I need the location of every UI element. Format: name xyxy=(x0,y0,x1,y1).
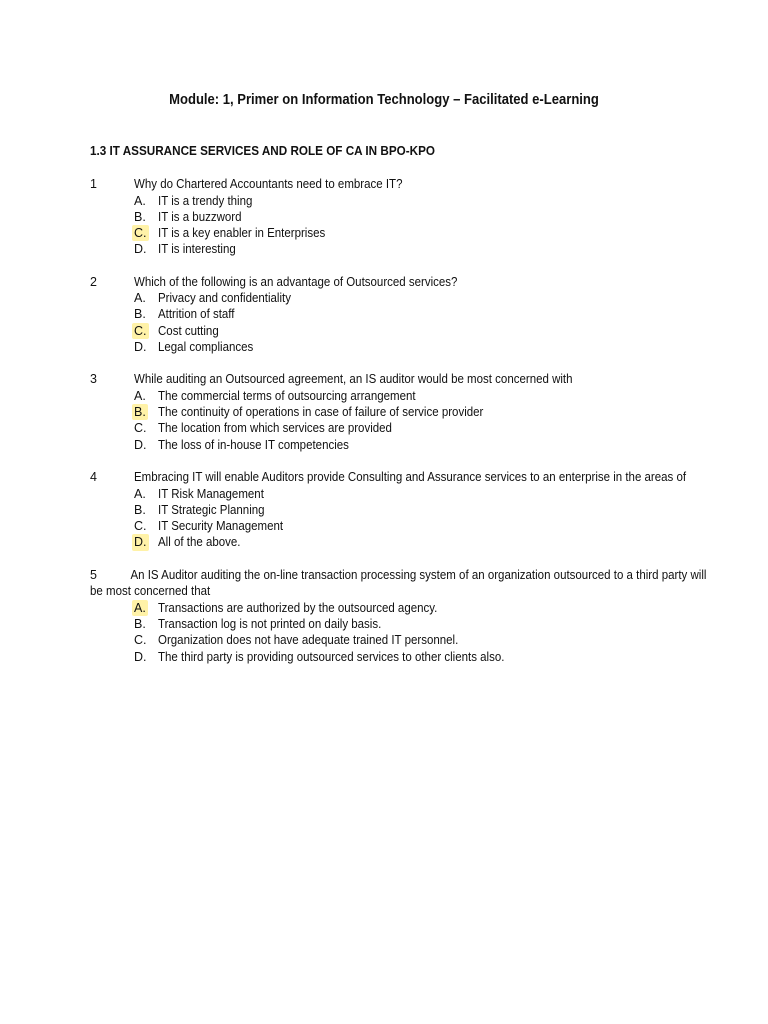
option-b xyxy=(90,404,710,420)
option-text: Attrition of staff xyxy=(158,307,235,322)
option-text: IT is interesting xyxy=(158,242,236,257)
option-label: C. xyxy=(134,633,147,648)
question-list xyxy=(90,176,710,681)
option-label: D. xyxy=(134,437,147,452)
option-d xyxy=(90,437,710,453)
option-b xyxy=(90,616,710,632)
highlighted-answer-label: C. xyxy=(134,226,147,241)
option-text: Transactions are authorized by the outsourced agency. xyxy=(158,600,438,615)
question-1 xyxy=(90,176,710,258)
option-a xyxy=(90,388,710,404)
question-number: 5 xyxy=(90,567,97,582)
option-label: A. xyxy=(134,193,146,208)
option-text: Organization does not have adequate trained IT personnel. xyxy=(158,633,459,648)
section-heading: 1.3 IT ASSURANCE SERVICES AND ROLE OF CA IN BPO-KPO xyxy=(90,143,435,158)
option-label: A. xyxy=(134,388,146,403)
question-text: Why do Chartered Accountants need to embrace IT? xyxy=(134,177,403,191)
option-c xyxy=(90,420,710,436)
option-label: D. xyxy=(134,340,147,355)
option-label: B. xyxy=(134,209,146,224)
question-text: Which of the following is an advantage of Outsourced services? xyxy=(134,274,458,289)
option-text: The loss of in-house IT competencies xyxy=(158,437,349,452)
option-c xyxy=(90,323,710,339)
question-text: Embracing IT will enable Auditors provide Consulting and Assurance services to an enterprise in the areas of xyxy=(134,470,687,485)
question-3 xyxy=(90,371,710,453)
option-text: All of the above. xyxy=(158,535,241,550)
option-text: Legal compliances xyxy=(158,340,254,355)
option-text: The location from which services are provided xyxy=(158,421,392,436)
option-label: B. xyxy=(134,617,146,632)
option-b xyxy=(90,306,710,322)
highlighted-answer-label: A. xyxy=(134,600,146,615)
option-text: IT Security Management xyxy=(158,519,284,534)
highlighted-answer-label: C. xyxy=(134,323,147,338)
option-text: Cost cutting xyxy=(158,323,219,338)
option-label: D. xyxy=(134,242,147,257)
option-d xyxy=(90,241,710,257)
highlighted-answer-label: B. xyxy=(134,405,146,420)
option-c xyxy=(90,632,710,648)
question-number: 1 xyxy=(90,177,97,191)
option-text: IT Strategic Planning xyxy=(158,502,265,517)
question-text: An IS Auditor auditing the on-line transaction processing system of an organization outsourced to a third party will be most concerned that xyxy=(90,567,707,599)
option-text: The third party is providing outsourced services to other clients also. xyxy=(158,649,505,664)
option-a xyxy=(90,600,710,616)
option-a xyxy=(90,193,710,209)
option-c xyxy=(90,225,710,241)
question-5 xyxy=(90,567,710,665)
option-label: C. xyxy=(134,519,147,534)
option-text: Privacy and confidentiality xyxy=(158,291,291,306)
question-number: 3 xyxy=(90,372,97,387)
option-label: C. xyxy=(134,421,147,436)
option-text: IT is a trendy thing xyxy=(158,193,253,208)
option-text: IT is a key enabler in Enterprises xyxy=(158,226,326,241)
option-text: The commercial terms of outsourcing arrangement xyxy=(158,388,416,403)
option-d xyxy=(90,339,710,355)
question-number: 2 xyxy=(90,274,97,289)
option-label: D. xyxy=(134,649,147,664)
option-a xyxy=(90,290,710,306)
option-label: A. xyxy=(134,291,146,306)
option-text: Transaction log is not printed on daily basis. xyxy=(158,617,382,632)
question-number: 4 xyxy=(90,470,97,485)
option-text: The continuity of operations in case of failure of service provider xyxy=(158,405,484,420)
option-label: A. xyxy=(134,486,146,501)
option-d xyxy=(90,534,710,550)
question-text: While auditing an Outsourced agreement, an IS auditor would be most concerned with xyxy=(134,372,573,387)
option-label: B. xyxy=(134,307,146,322)
question-2 xyxy=(90,274,710,356)
option-a xyxy=(90,486,710,502)
option-text: IT is a buzzword xyxy=(158,209,242,224)
option-label: B. xyxy=(134,502,146,517)
document-title: Module: 1, Primer on Information Technology – Facilitated e-Learning xyxy=(169,92,599,108)
option-b xyxy=(90,209,710,225)
question-4 xyxy=(90,469,710,551)
option-c xyxy=(90,518,710,534)
highlighted-answer-label: D. xyxy=(134,535,147,550)
option-d xyxy=(90,649,710,665)
option-b xyxy=(90,502,710,518)
option-text: IT Risk Management xyxy=(158,486,264,501)
